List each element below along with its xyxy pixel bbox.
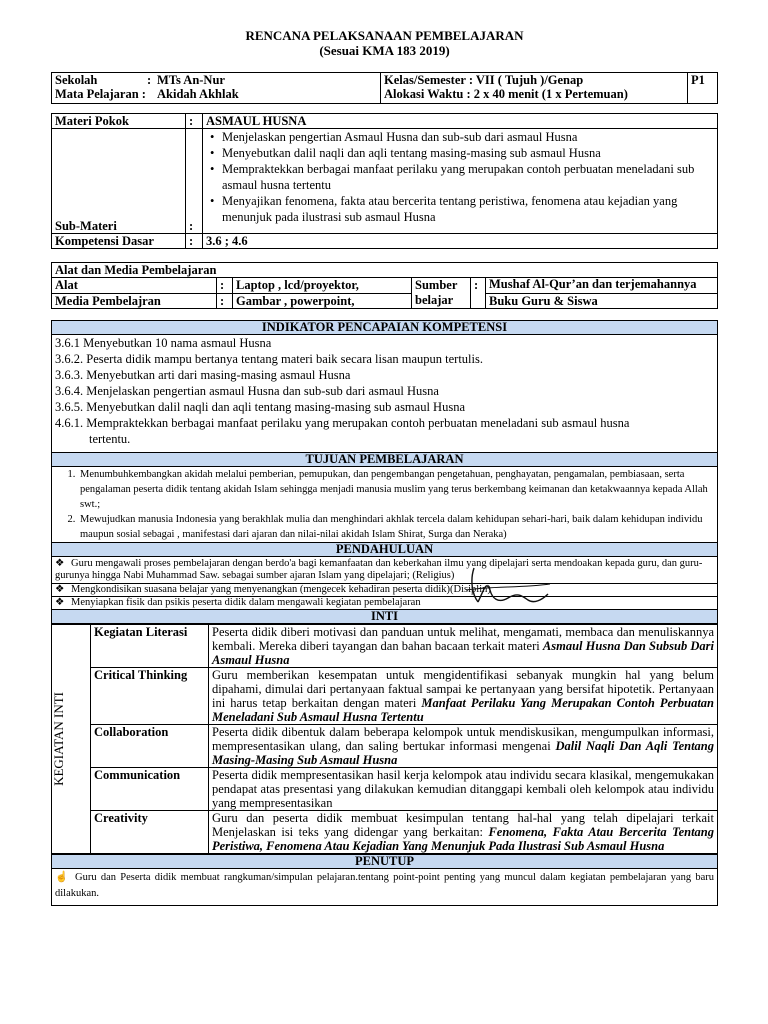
ipk-header: INDIKATOR PENCAPAIAN KOMPETENSI [52, 321, 718, 335]
sub-materi-item: • Menyajikan fenomena, fakta atau bercerita tentang peristiwa, fenomena atau kejadian yang menunjuk pada ilustrasi sub asmaul Husna [220, 193, 714, 225]
diamond-bullet-icon: ❖ [55, 597, 65, 608]
media-label: Media Pembelajran [52, 293, 217, 309]
pendahuluan-item-2 [52, 584, 718, 597]
kd-sep: : [186, 234, 203, 249]
inti-label-literasi: Kegiatan Literasi [91, 625, 209, 668]
inti-emph: Asmaul Husna Dan Subsub Dari Asmaul Husna [212, 639, 715, 667]
plan-code: P1 [688, 73, 718, 104]
inti-emph: Dalil Naqli Dan Aqli Tentang Masing-Masing Sub Asmaul Husna [212, 739, 714, 767]
alat-header: Alat dan Media Pembelajaran [52, 263, 718, 278]
inti-text-communication [209, 768, 718, 811]
ipk-item: 3.6.4. Menjelaskan pengertian asmaul Husna dan sub-sub dari asmaul Husna [55, 384, 439, 398]
inti-table [51, 624, 718, 854]
inti-label-communication: Communication [91, 768, 209, 811]
sub-materi-item: • Menjelaskan pengertian Asmaul Husna dan sub-sub dari asmaul Husna [220, 129, 714, 145]
alat-label: Alat [52, 278, 217, 294]
tujuan-item: 1. Menumbuhkembangkan akidah melalui pemberian, pemupukan, dan pengembangan pengetahuan, penghayatan, pengamalan, pembiasaan, serta pengalaman peserta didik tentang akidah Islam sehingga menjadi manusia muslim yang terus berkembang keimanan dan ketakwaannya kepada Allah swt.; [78, 467, 717, 512]
doc-title-line2: (Sesuai KMA 183 2019) [319, 43, 450, 58]
materi-table [51, 113, 718, 249]
materi-pokok-label: Materi Pokok [52, 114, 186, 129]
doc-title [51, 28, 718, 58]
pendahuluan-text: Mengkondisikan suasana belajar yang menyenangkan (mengecek kehadiran peserta didik)(Disiplin) [71, 584, 491, 595]
doc-title-line1: RENCANA PELAKSANAAN PEMBELAJARAN [245, 28, 524, 43]
alat-sep: : [217, 278, 233, 294]
ipk-list [52, 335, 718, 453]
identity-left [52, 73, 381, 104]
inti-text-collaboration [209, 725, 718, 768]
sub-materi-sep: : [186, 129, 203, 234]
pendahuluan-text: Menyiapkan fisik dan psikis peserta didik dalam mengawali kegiatan pembelajaran [71, 597, 421, 608]
penutup-header: PENUTUP [52, 855, 718, 869]
sumber-value-2: Buku Guru & Siswa [486, 293, 718, 309]
inti-label-collaboration: Collaboration [91, 725, 209, 768]
inti-emph: Manfaat Perilaku Yang Merupakan Contoh Perbuatan Meneladani Sub Asmaul Husna Tertentu [212, 696, 715, 724]
ipk-item: 3.6.5. Menyebutkan dalil naqli dan aqli tentang masing-masing sub asmaul Husna [55, 400, 465, 414]
penutup-table [51, 854, 718, 906]
ipk-item: 3.6.3. Menyebutkan arti dari masing-masing asmaul Husna [55, 368, 351, 382]
mapel-value: Akidah Akhlak [157, 87, 239, 101]
rpp-document [51, 28, 718, 906]
sumber-sep: : [471, 278, 486, 309]
inti-label-creativity: Creativity [91, 811, 209, 854]
pendahuluan-item-3 [52, 597, 718, 610]
mapel-label: Mata Pelajaran : [55, 87, 146, 101]
inti-text: Peserta didik dibentuk dalam beberapa kelompok untuk mendiskusikan, mengumpulkan informasi, mempresentasikan ulang, dan saling bertukar informasi mengenai [212, 725, 714, 753]
identity-table [51, 72, 718, 104]
tujuan-list [52, 467, 718, 543]
alat-table [51, 262, 718, 309]
inti-text-critical [209, 668, 718, 725]
ipk-table [51, 320, 718, 624]
ipk-item: 3.6.1 Menyebutkan 10 nama asmaul Husna [55, 336, 272, 350]
inti-text: Peserta didik diberi motivasi dan panduan untuk melihat, mengamati, membaca dan menuliskannya kembali. Mereka diberi tayangan dan bahan bacaan terkait materi [212, 625, 714, 653]
diamond-bullet-icon: ❖ [55, 558, 65, 569]
pointing-hand-icon: ☝ [55, 872, 69, 883]
kelas-semester: Kelas/Semester : VII ( Tujuh )/Genap [384, 73, 584, 87]
inti-text-creativity [209, 811, 718, 854]
sub-materi-item: • Mempraktekkan berbagai manfaat perilaku yang merupakan contoh perbuatan meneladani sub asmaul husna tertentu [220, 161, 714, 193]
sub-materi-list [203, 129, 718, 234]
inti-text: Peserta didik mempresentasikan hasil kerja kelompok atau individu secara klasikal, mengemukakan pendapat atas presentasi yang dilakukan kemudian ditanggapi kembali oleh kelompok atau individu yang mempresentasikan [212, 768, 714, 810]
kd-value: 3.6 ; 4.6 [203, 234, 718, 249]
sekolah-sep: : [147, 73, 152, 87]
inti-text-literasi [209, 625, 718, 668]
inti-label-critical: Critical Thinking [91, 668, 209, 725]
inti-header: INTI [52, 610, 718, 624]
sekolah-label: Sekolah [55, 73, 98, 87]
identity-right [381, 73, 688, 104]
tujuan-item: 2. Mewujudkan manusia Indonesia yang berakhlak mulia dan menghindari akhlak tercela dalam kehidupan sehari-hari, baik dalam kehidupan individu maupun sosial sebagai , manifestasi dari ajaran dan nilai-nilai akidah Islam Shirat, Surga dan Neraka) [78, 512, 717, 542]
materi-sep: : [186, 114, 203, 129]
ipk-item-cont: tertentu. [89, 432, 131, 446]
alat-value: Laptop , lcd/proyektor, [233, 278, 412, 294]
media-value: Gambar , powerpoint, [233, 293, 412, 309]
ipk-item: 3.6.2. Peserta didik mampu bertanya tentang materi baik secara lisan maupun tertulis. [55, 352, 483, 366]
inti-side-label: KEGIATAN INTI [51, 692, 66, 786]
kd-label: Kompetensi Dasar [52, 234, 186, 249]
alokasi-waktu: Alokasi Waktu : 2 x 40 menit (1 x Pertemuan) [384, 87, 628, 101]
ipk-item: 4.6.1. Mempraktekkan berbagai manfaat perilaku yang merupakan contoh perbuatan meneladani sub asmaul husna [55, 416, 630, 430]
inti-text: Guru memberikan kesempatan untuk mengidentifikasi sebanyak mungkin hal yang belum dipahami, dimulai dari pertanyaan faktual sampai ke pertanyaan yang bersifat hipotetik. Pertanyaan ini harus tetap berkaitan dengan materi [212, 668, 714, 710]
signature-scribble [462, 560, 552, 610]
inti-text: Guru dan peserta didik membuat kesimpulan tentang hal-hal yang telah dipelajari terkait Menjelaskan isi teks yang didengar yang berkaitan: [212, 811, 714, 839]
media-sep: : [217, 293, 233, 309]
penutup-item [52, 869, 718, 906]
inti-emph: Fenomena, Fakta Atau Bercerita Tentang Peristiwa, Fenomena Atau Kejadian Yang Menunjuk Pada Ilustrasi Sub Asmaul Husna [212, 825, 714, 853]
sekolah-value: MTs An-Nur [157, 73, 225, 87]
tujuan-header: TUJUAN PEMBELAJARAN [52, 453, 718, 467]
pendahuluan-header: PENDAHULUAN [52, 543, 718, 557]
sub-materi-label: Sub-Materi [52, 129, 186, 234]
sumber-value-1: Mushaf Al-Qur’an dan terjemahannya [486, 278, 718, 294]
sumber-label: Sumber belajar [412, 278, 471, 309]
materi-pokok-value: ASMAUL HUSNA [203, 114, 718, 129]
inti-side [52, 625, 91, 854]
pendahuluan-item-1 [52, 557, 718, 584]
sub-materi-item: • Menyebutkan dalil naqli dan aqli tentang masing-masing sub asmaul Husna [220, 145, 714, 161]
diamond-bullet-icon: ❖ [55, 584, 65, 595]
pendahuluan-text: Guru mengawali proses pembelajaran dengan berdo'a bagi kemanfaatan dan keberkahan ilmu yang dipelajari serta mendoakan kepada guru, dan guru-gurunya hingga Nabi Muhammad Saw. sebagai sumber ajaran Islam yang dipelajari; (Religius) [55, 558, 703, 581]
penutup-text: Guru dan Peserta didik membuat rangkuman/simpulan pelajaran.tentang point-point penting yang muncul dalam kegiatan pembelajaran yang baru dilakukan. [55, 872, 714, 899]
